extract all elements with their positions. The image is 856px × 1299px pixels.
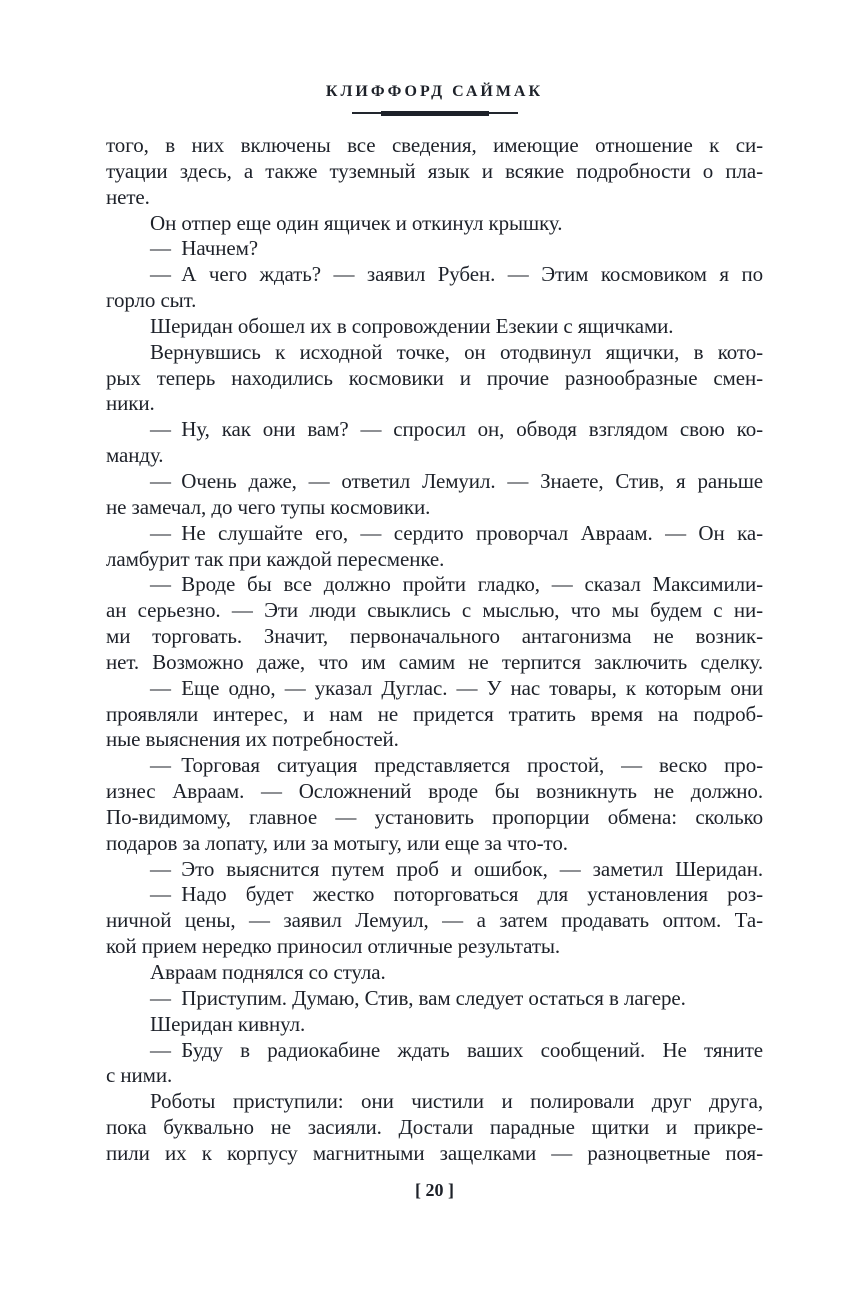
text-line: Он отпер еще один ящичек и откинул крышку.: [150, 210, 563, 235]
paragraph: [106, 676, 763, 754]
text-line: — А чего ждать? — заявил Рубен. — Этим космовиком я по: [150, 262, 763, 287]
text-line: манду.: [106, 443, 164, 468]
divider-thin-left-segment: [352, 112, 381, 114]
paragraph: [106, 469, 763, 521]
text-line: По-видимому, главное — установить пропорции обмена: сколько: [106, 804, 763, 829]
paragraph: [106, 340, 763, 418]
text-line: не замечал, до чего тупы космовики.: [106, 494, 431, 519]
paragraph: [106, 236, 763, 262]
text-line: — Ну, как они вам? — спросил он, обводя взглядом свою ко-: [150, 417, 763, 442]
divider-thin-right-segment: [489, 112, 518, 114]
text-line: ми торговать. Значит, первоначального антагонизма не возник-: [106, 624, 763, 649]
running-header-author: КЛИФФОРД САЙМАК: [325, 83, 544, 100]
text-line: Шеридан кивнул.: [150, 1011, 306, 1036]
text-line: того, в них включены все сведения, имеющие отношение к си-: [106, 133, 763, 157]
text-line: ан серьезно. — Эти люди свыклись с мыслью, что мы будем с ни-: [106, 598, 763, 623]
text-line: — Не слушайте его, — сердито проворчал Авраам. — Он ка-: [150, 520, 763, 545]
text-line: ничной цены, — заявил Лемуил, — а затем продавать оптом. Та-: [106, 908, 763, 933]
text-line: Роботы приступили: они чистили и полировали друг друга,: [150, 1089, 763, 1114]
text-line: — Надо будет жестко поторговаться для установления роз-: [150, 882, 763, 907]
text-line: — Вроде бы все должно пройти гладко, — сказал Максимили-: [150, 572, 763, 597]
text-line: туации здесь, а также туземный язык и всякие подробности о пла-: [106, 158, 763, 183]
paragraph: [106, 262, 763, 314]
paragraph: [106, 1038, 763, 1090]
paragraph: [106, 417, 763, 469]
text-line: ламбурит так при каждой пересменке.: [106, 546, 445, 571]
paragraph: [106, 133, 763, 211]
paragraph: [106, 986, 763, 1012]
text-line: подаров за лопату, или за мотыгу, или еще за что-то.: [106, 830, 568, 855]
text-line: ные выяснения их потребностей.: [106, 727, 399, 752]
text-line: изнес Авраам. — Осложнений вроде бы возникнуть не должно.: [106, 779, 763, 804]
paragraph: [106, 753, 763, 856]
text-line: нет. Возможно даже, что им самим не терпится заключить сделку.: [106, 649, 763, 674]
paragraph: [106, 314, 763, 340]
text-line: — Приступим. Думаю, Стив, вам следует остаться в лагере.: [150, 985, 686, 1010]
text-line: пили их к корпусу магнитными защелками — разноцветные поя-: [106, 1140, 763, 1165]
paragraph: [106, 211, 763, 237]
paragraph: [106, 960, 763, 986]
text-line: рых теперь находились космовики и прочие разнообразные смен-: [106, 365, 763, 390]
text-line: — Начнем?: [150, 236, 258, 261]
divider-thick-center-segment: [381, 111, 489, 116]
paragraph: [106, 882, 763, 960]
text-line: — Очень даже, — ответил Лемуил. — Знаете, Стив, я раньше: [150, 468, 763, 493]
text-line: нете.: [106, 184, 150, 209]
paragraph: [106, 857, 763, 883]
text-line: ники.: [106, 391, 155, 416]
text-line: проявляли интерес, и нам не придется тратить время на подроб-: [106, 701, 763, 726]
paragraph: [106, 572, 763, 675]
paragraph: [106, 521, 763, 573]
page-number: [ 20 ]: [415, 1180, 454, 1200]
text-line: — Еще одно, — указал Дуглас. — У нас товары, к которым они: [150, 675, 763, 700]
text-line: — Торговая ситуация представляется простой, — веско про-: [150, 753, 763, 778]
paragraph: [106, 1012, 763, 1038]
header-divider: [106, 110, 763, 116]
body-text: [106, 133, 763, 1167]
text-line: кой прием нередко приносил отличные результаты.: [106, 934, 561, 959]
text-line: Вернувшись к исходной точке, он отодвинул ящички, в кото-: [150, 339, 763, 364]
text-line: Шеридан обошел их в сопровождении Езекии с ящичками.: [150, 313, 674, 338]
text-line: пока буквально не засияли. Достали парадные щитки и прикре-: [106, 1115, 763, 1140]
paragraph: [106, 1089, 763, 1167]
text-line: — Буду в радиокабине ждать ваших сообщений. Не тяните: [150, 1037, 763, 1062]
text-line: горло сыт.: [106, 288, 197, 313]
text-line: Авраам поднялся со стула.: [150, 960, 386, 984]
text-line: с ними.: [106, 1063, 173, 1088]
text-line: — Это выяснится путем проб и ошибок, — заметил Шеридан.: [150, 856, 763, 881]
